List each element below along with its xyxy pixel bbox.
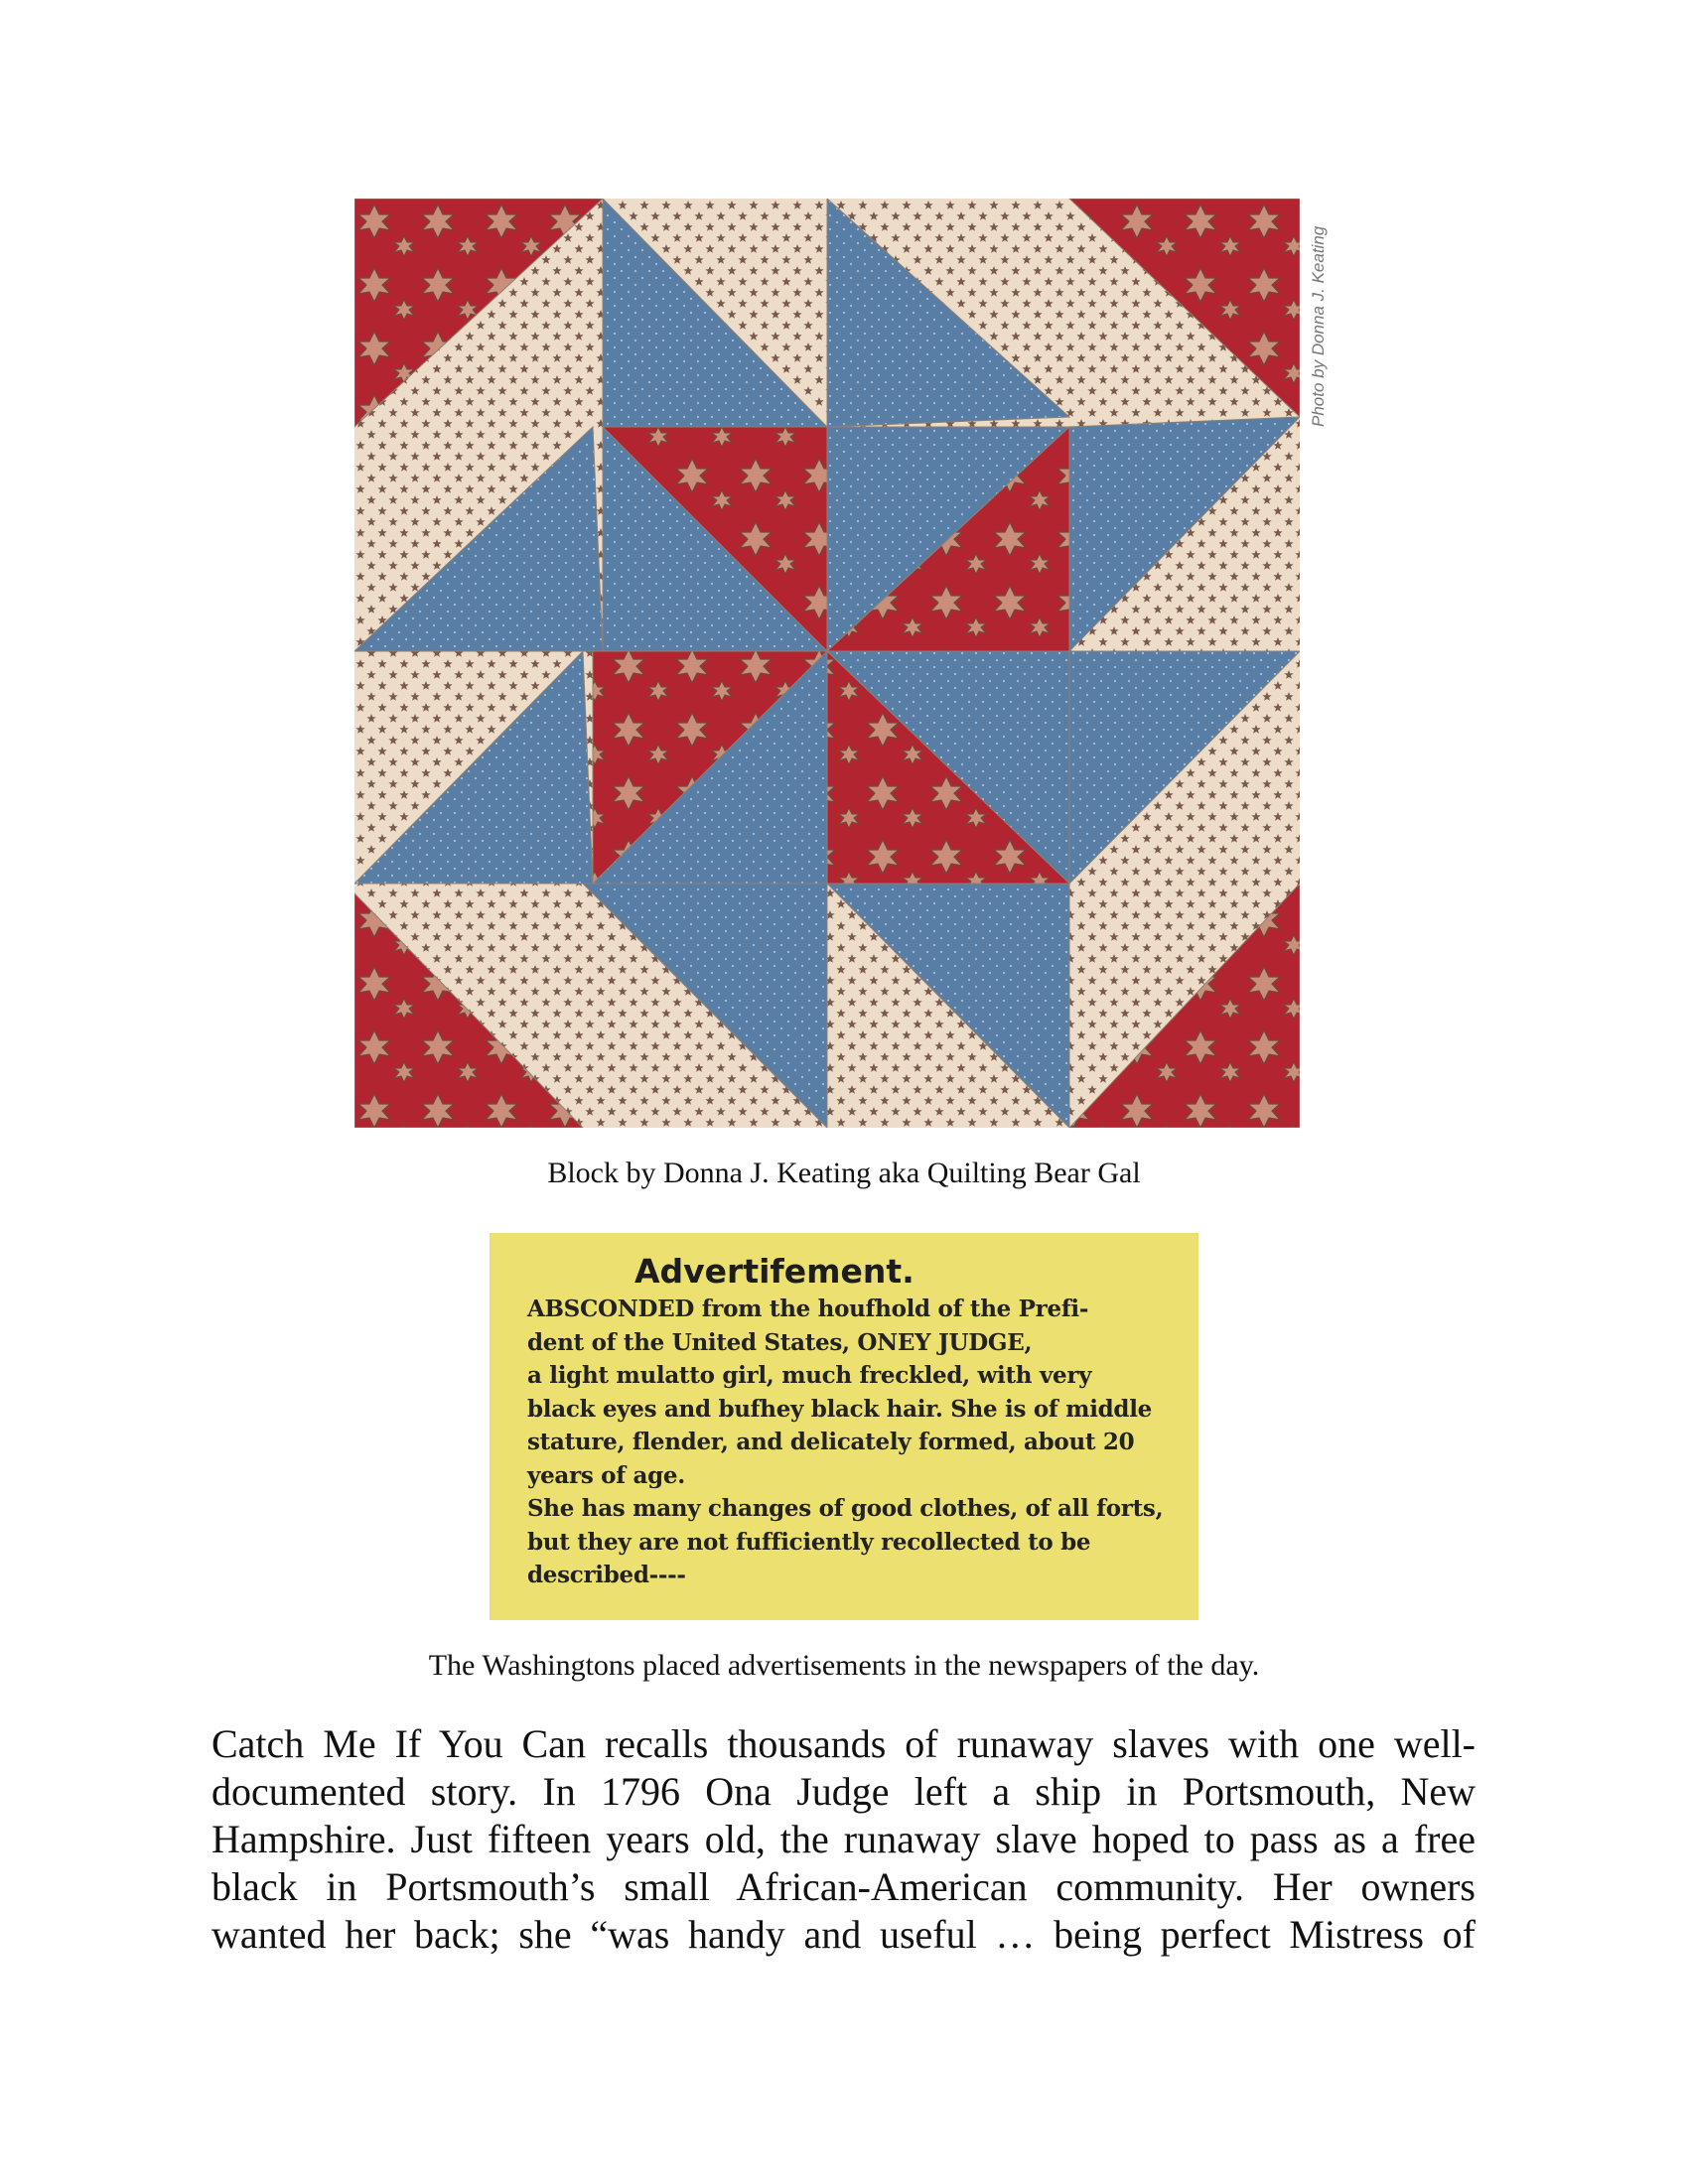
advertisement-text [527, 1293, 1177, 1592]
advertisement-caption: The Washingtons placed advertisements in the newspapers of the day. [428, 1649, 1260, 1682]
advertisement-heading: Advertifement. [634, 1252, 914, 1291]
body-paragraph [211, 1720, 1476, 1959]
quilt-block-photo [354, 199, 1300, 1128]
advertisement-line: years of age. [527, 1461, 685, 1489]
advertisement-line: She has many changes of good clothes, of all forts, [527, 1495, 1164, 1522]
quilt-caption: Block by Donna J. Keating aka Quilting Bear Gal [547, 1157, 1141, 1189]
advertisement-line: but they are not fufficiently recollected to be [527, 1528, 1091, 1556]
advertisement-clipping [490, 1233, 1198, 1620]
advertisement-line: black eyes and bufhey black hair. She is of middle [527, 1395, 1152, 1423]
body-line: black in Portsmouth’s small African-American community. Her owners [211, 1864, 1476, 1909]
advertisement-line: a light mulatto girl, much freckled, with very [527, 1362, 1092, 1389]
advertisement-line: dent of the United States, ONEY JUDGE, [527, 1328, 1033, 1356]
advertisement-line: described---- [527, 1562, 686, 1588]
advertisement-line: stature, flender, and delicately formed, about 20 [527, 1429, 1135, 1455]
advertisement-line: ABSCONDED from the houfhold of the Prefi- [527, 1296, 1089, 1322]
photo-credit: Photo by Donna J. Keating [1309, 225, 1328, 427]
quilt-block-image [354, 199, 1300, 1128]
body-line: Catch Me If You Can recalls thousands of runaway slaves with one well- [211, 1721, 1476, 1766]
body-line: Hampshire. Just fifteen years old, the runaway slave hoped to pass as a free [211, 1817, 1476, 1861]
body-line: documented story. In 1796 Ona Judge left a ship in Portsmouth, New [211, 1769, 1476, 1814]
body-line: wanted her back; she “was handy and useful … being perfect Mistress of [211, 1912, 1476, 1957]
